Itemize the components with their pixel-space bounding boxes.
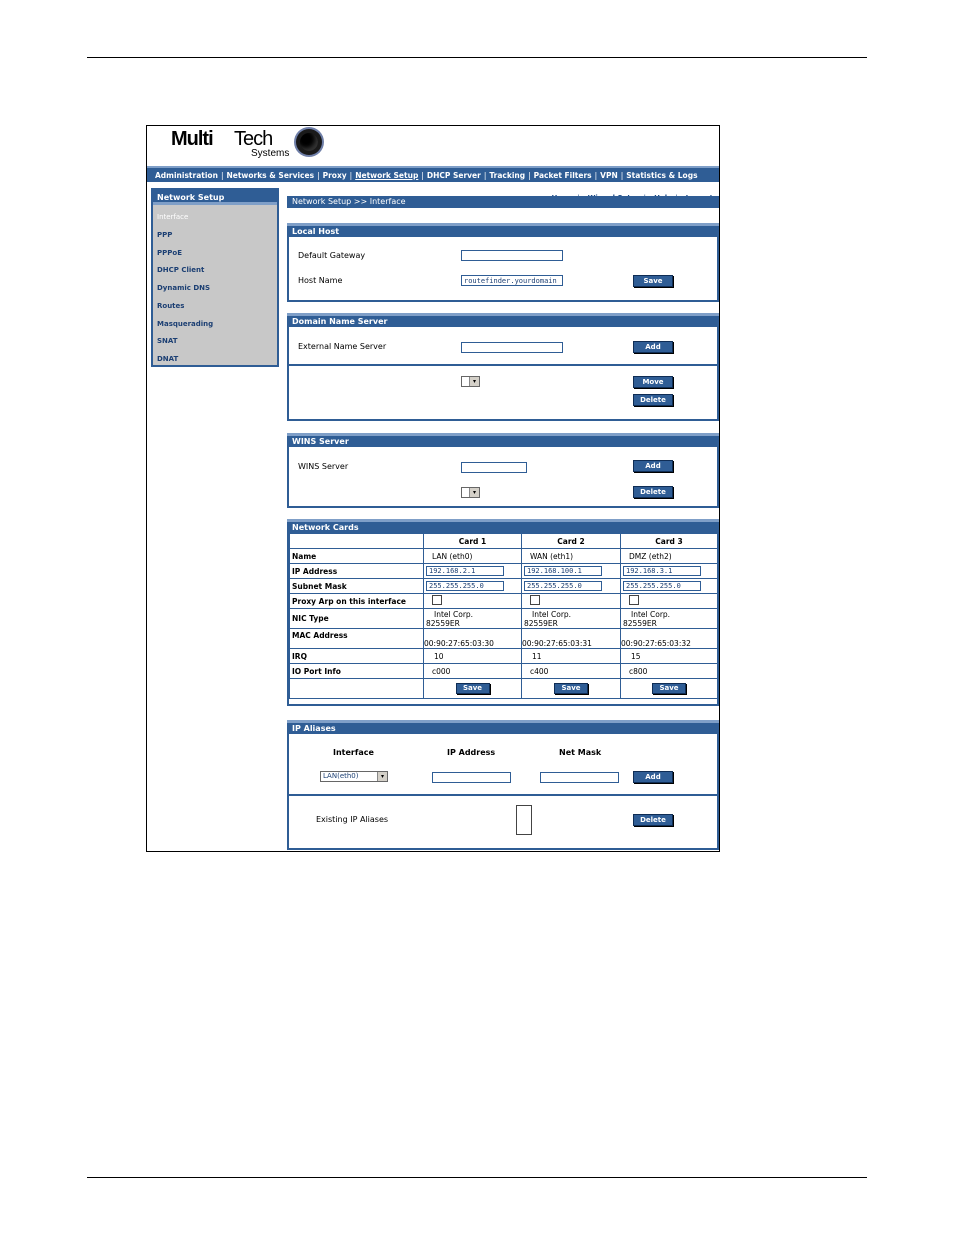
wins-add-button[interactable]: Add	[633, 460, 673, 472]
table-row	[290, 649, 718, 664]
card-3-proxy-arp-checkbox[interactable]	[629, 595, 639, 605]
ip-aliases-section	[287, 720, 719, 850]
table-row	[290, 629, 718, 649]
sidebar-item-masquerading[interactable]: Masquerading	[157, 320, 214, 328]
card-1-header: Card 1	[424, 534, 522, 549]
row-label-ip-address: IP Address	[290, 564, 424, 579]
row-label-io-port-info: IO Port Info	[290, 664, 424, 679]
nav-administration[interactable]: Administration	[155, 170, 218, 180]
row-label-irq: IRQ	[290, 649, 424, 664]
nav-packet-filters[interactable]: Packet Filters	[533, 170, 592, 180]
globe-icon	[296, 129, 322, 155]
card-2-mac: 00:90:27:65:03:31	[522, 629, 621, 649]
wins-server-select[interactable]	[461, 487, 480, 498]
card-1-irq: 10	[424, 649, 522, 664]
card-2-irq: 11	[522, 649, 621, 664]
ip-alias-delete-button[interactable]: Delete	[633, 814, 673, 826]
existing-ip-aliases-list[interactable]	[516, 805, 532, 835]
table-row	[290, 579, 718, 594]
external-name-server-input[interactable]	[461, 342, 563, 353]
card-1-ip-input[interactable]: 192.168.2.1	[426, 566, 504, 576]
card-1-nic-line2: 82559ER	[426, 618, 460, 628]
card-2-ip-input[interactable]: 192.168.100.1	[524, 566, 602, 576]
default-gateway-label: Default Gateway	[298, 251, 366, 260]
card-2-save-button[interactable]: Save	[554, 683, 588, 694]
card-3-nic-line1: Intel Corp.	[631, 609, 671, 619]
card-1-name: LAN (eth0)	[424, 549, 522, 564]
card-3-io: c800	[621, 664, 718, 679]
chevron-down-icon: ▾	[469, 488, 479, 497]
ip-aliases-ip-header: IP Address	[447, 748, 496, 757]
table-row	[290, 534, 718, 549]
nav-networks-services[interactable]: Networks & Services	[226, 170, 315, 180]
sidebar	[151, 188, 279, 367]
sidebar-item-routes[interactable]: Routes	[157, 302, 185, 310]
existing-ip-aliases-label: Existing IP Aliases	[316, 815, 389, 824]
card-3-mac: 00:90:27:65:03:32	[621, 629, 718, 649]
card-3-header: Card 3	[621, 534, 718, 549]
default-gateway-input[interactable]	[461, 250, 563, 261]
sidebar-item-dnat[interactable]: DNAT	[157, 355, 179, 363]
ip-alias-ip-input[interactable]	[432, 772, 511, 783]
table-row	[290, 609, 718, 629]
row-label-nic-type: NIC Type	[290, 609, 424, 629]
screenshot-frame	[146, 125, 720, 852]
row-label-name: Name	[290, 549, 424, 564]
ip-alias-interface-select[interactable]	[320, 771, 388, 782]
sidebar-item-ppp[interactable]: PPP	[157, 231, 173, 239]
multitech-logo	[171, 128, 301, 164]
table-row	[290, 564, 718, 579]
card-2-proxy-arp-checkbox[interactable]	[530, 595, 540, 605]
ip-alias-interface-value: LAN(eth0)	[323, 772, 359, 780]
network-cards-section	[287, 519, 719, 706]
row-label-proxy-arp: Proxy Arp on this interface	[290, 594, 424, 609]
top-nav: Administration | Networks & Services | Proxy | Network Setup | DHCP Server | Tracking | Packet Filters | VPN | Statistics & Logs	[147, 166, 719, 182]
dns-move-button[interactable]: Move	[633, 376, 673, 388]
local-host-section	[287, 223, 719, 302]
table-row	[290, 664, 718, 679]
external-name-server-label: External Name Server	[298, 342, 387, 351]
card-1-save-button[interactable]: Save	[456, 683, 490, 694]
nav-vpn[interactable]: VPN	[600, 170, 618, 180]
card-1-proxy-arp-checkbox[interactable]	[432, 595, 442, 605]
local-host-save-button[interactable]: Save	[633, 275, 673, 287]
nav-tracking[interactable]: Tracking	[489, 170, 526, 180]
wins-server-label: WINS Server	[298, 462, 349, 471]
card-1-nic-line1: Intel Corp.	[434, 609, 474, 619]
logo-text-tech: Tech	[234, 128, 273, 150]
sidebar-item-dhcp-client[interactable]: DHCP Client	[157, 266, 205, 274]
table-row	[290, 549, 718, 564]
card-3-nic-line2: 82559ER	[623, 618, 657, 628]
host-name-input[interactable]: routefinder.yourdomain	[461, 275, 563, 286]
ip-aliases-title: IP Aliases	[287, 720, 719, 734]
card-3-subnet-input[interactable]: 255.255.255.0	[623, 581, 701, 591]
sidebar-item-interface[interactable]: Interface	[157, 213, 189, 221]
ip-aliases-mask-header: Net Mask	[559, 748, 602, 757]
row-label-mac-address: MAC Address	[290, 629, 424, 649]
sidebar-item-dynamic-dns[interactable]: Dynamic DNS	[157, 284, 211, 292]
nav-statistics-logs[interactable]: Statistics & Logs	[626, 170, 698, 180]
card-2-nic-line2: 82559ER	[524, 618, 558, 628]
sidebar-title: Network Setup	[153, 190, 277, 205]
card-3-name: DMZ (eth2)	[621, 549, 718, 564]
wins-section	[287, 433, 719, 508]
card-3-ip-input[interactable]: 192.168.3.1	[623, 566, 701, 576]
ip-aliases-interface-header: Interface	[333, 748, 374, 757]
nav-dhcp-server[interactable]: DHCP Server	[426, 170, 481, 180]
ip-alias-add-button[interactable]: Add	[633, 771, 673, 783]
card-2-io: c400	[522, 664, 621, 679]
breadcrumb: Network Setup >> Interface	[287, 196, 719, 208]
dns-section	[287, 313, 719, 421]
host-name-label: Host Name	[298, 276, 343, 285]
card-2-header: Card 2	[522, 534, 621, 549]
chevron-down-icon: ▾	[469, 377, 479, 386]
dns-delete-button[interactable]: Delete	[633, 394, 673, 406]
logo-text-multi: Multi	[171, 128, 213, 150]
wins-delete-button[interactable]: Delete	[633, 486, 673, 498]
dns-server-select[interactable]	[461, 376, 480, 387]
chevron-down-icon: ▾	[377, 772, 387, 781]
card-3-save-button[interactable]: Save	[652, 683, 686, 694]
page-bottom-rule	[87, 1177, 867, 1178]
table-row	[290, 679, 718, 699]
card-1-mac: 00:90:27:65:03:30	[424, 629, 522, 649]
card-1-subnet-input[interactable]: 255.255.255.0	[426, 581, 504, 591]
card-2-name: WAN (eth1)	[522, 549, 621, 564]
wins-title: WINS Server	[287, 433, 719, 447]
card-1-io: c000	[424, 664, 522, 679]
sidebar-item-snat[interactable]: SNAT	[157, 337, 178, 345]
card-2-nic-line1: Intel Corp.	[532, 609, 572, 619]
card-2-subnet-input[interactable]: 255.255.255.0	[524, 581, 602, 591]
dns-add-button[interactable]: Add	[633, 341, 673, 353]
sidebar-item-pppoe[interactable]: PPPoE	[157, 249, 182, 257]
ip-alias-mask-input[interactable]	[540, 772, 619, 783]
table-row	[290, 594, 718, 609]
network-cards-title: Network Cards	[287, 519, 719, 533]
network-cards-table	[289, 533, 718, 699]
card-3-irq: 15	[621, 649, 718, 664]
logo-text-systems: Systems	[251, 148, 290, 159]
dns-title: Domain Name Server	[287, 313, 719, 327]
page-top-rule	[87, 57, 867, 58]
wins-server-input[interactable]	[461, 462, 527, 473]
row-label-subnet-mask: Subnet Mask	[290, 579, 424, 594]
nav-network-setup[interactable]: Network Setup	[355, 170, 419, 180]
local-host-title: Local Host	[287, 223, 719, 237]
nav-proxy[interactable]: Proxy	[322, 170, 347, 180]
